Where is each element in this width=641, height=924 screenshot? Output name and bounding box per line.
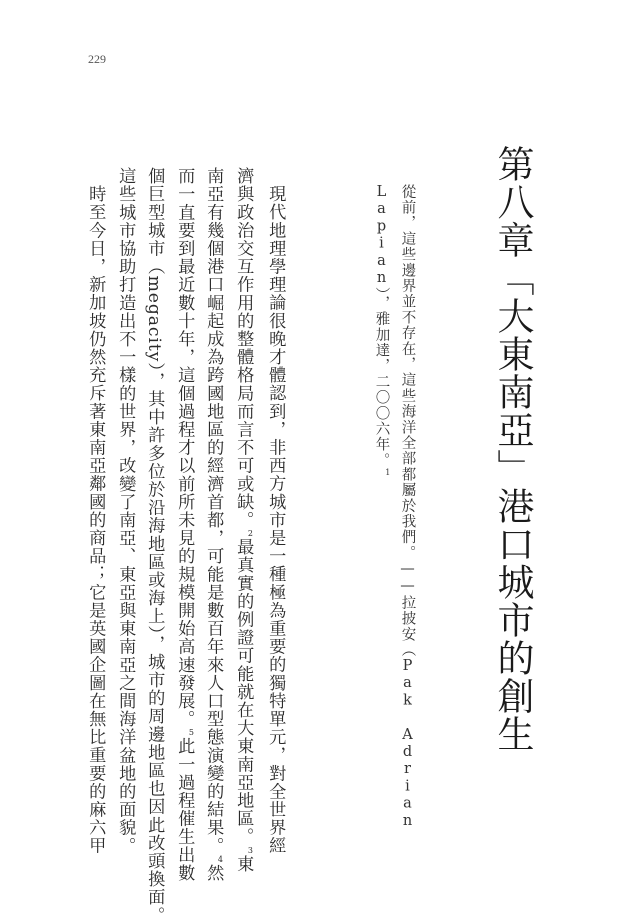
body-text: 時至今日，新加坡仍然充斥著東南亞鄰國的商品；它是英國企圖在無比重要的麻六甲 <box>85 185 106 855</box>
body-text: 這些城市協助打造出不一樣的世界，改變了南亞、東亞與東南亞之間海洋盆地的面貌。 <box>115 167 136 855</box>
body-column-4 <box>175 167 195 882</box>
body-text: 最真實的例證可能就在大東南亞地區。 <box>233 538 254 846</box>
body-text: 南亞有幾個港口崛起成為跨國地區的經濟首都，可能是數百年來人口型態演變的結果。 <box>203 167 224 855</box>
body-text: 然 <box>203 863 224 882</box>
page-number: 229 <box>88 52 106 66</box>
footnote-marker: 1 <box>383 468 393 478</box>
latin-term: megacity <box>144 275 165 363</box>
epigraph-line-1 <box>400 184 415 830</box>
body-column-3 <box>204 167 224 882</box>
footnote-marker: 3 <box>245 845 255 855</box>
body-text: 東 <box>233 854 254 873</box>
epigraph-line-2 <box>374 184 391 477</box>
chapter-title: 第八章「大東南亞」港口城市的創生 <box>491 145 534 753</box>
body-text: 個巨型城市（ <box>144 167 165 276</box>
body-column-1 <box>265 185 286 855</box>
body-text: ），其中許多位於沿海地區或海上），城市的周邊地區也因此改頭換面。 <box>144 362 165 924</box>
epigraph-text-1: 從前，這些邊界並不存在，這些海洋全部都屬於我們。——拉披安（Pak Adrian <box>399 184 416 830</box>
body-text: 此一過程催生出數 <box>174 737 195 882</box>
footnote-marker: 4 <box>215 854 225 864</box>
body-text: 現代地理學理論很晚才體認到，非西方城市是一種極為重要的獨特單元，對全世界經 <box>265 185 286 855</box>
epigraph-text-2: Lapian），雅加達，二〇〇六年。 <box>373 184 390 469</box>
body-column-7 <box>85 185 106 855</box>
body-text: 而一直要到最近數十年，這個過程才以前所未見的規模開始高速發展。 <box>174 167 195 729</box>
body-column-6 <box>115 167 136 855</box>
footnote-marker: 5 <box>186 728 196 738</box>
footnote-marker: 2 <box>245 529 255 538</box>
body-column-5 <box>144 167 165 924</box>
body-column-2 <box>234 167 254 873</box>
body-text: 濟與政治交互作用的整體格局而言不可或缺。 <box>233 167 254 529</box>
